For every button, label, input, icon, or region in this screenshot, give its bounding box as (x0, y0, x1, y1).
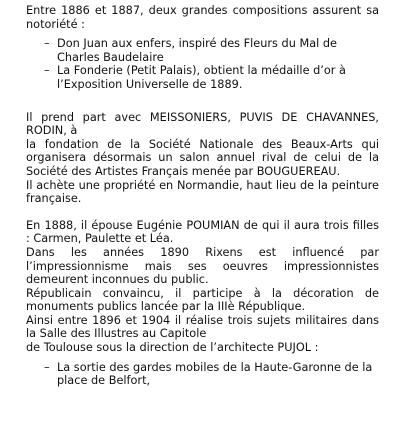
list-item (44, 37, 379, 64)
paragraph-gap (26, 206, 379, 219)
military-subjects-list (26, 361, 379, 388)
list-dash: – (44, 37, 50, 51)
list-item (44, 64, 379, 91)
paragraph-gap (26, 98, 379, 111)
list-item-text: La sortie des gardes mobiles de la Haute-Garonne de la place de Belfort, (57, 360, 373, 388)
list-item (44, 361, 379, 388)
paragraph-line: En 1888, il épouse Eugénie POUMIAN de qui il aura trois filles : Carmen, Paulette et Léa. (26, 218, 379, 246)
paragraph-line: Il prend part avec MEISSONIERS, PUVIS DE CHAVANNES, RODIN, à (26, 110, 379, 138)
works-list (26, 37, 379, 91)
intro-paragraph: Entre 1886 et 1887, deux grandes compositions assurent sa notoriété : (26, 4, 379, 31)
paragraph-line: Il achète une propriété en Normandie, haut lieu de la peinture française. (26, 178, 379, 206)
list-dash: – (44, 360, 50, 374)
list-dash: – (44, 64, 50, 78)
paragraph-line: Républicain convaincu, il participe à la décoration de monuments publics lancée par la IIIè République. (26, 286, 379, 314)
paragraph-line: la fondation de la Société Nationale des Beaux-Arts qui organisera désormais un salon annuel rival de celui de la Société des Artistes Français menée par BOUGUEREAU. (26, 137, 379, 178)
paragraph-line: de Toulouse sous la direction de l’architecte PUJOL : (26, 341, 319, 355)
list-item-text: La Fonderie (Petit Palais), obtient la médaille d’or à l’Exposition Universelle de 1889. (57, 64, 346, 91)
list-item-text: Don Juan aux enfers, inspiré des Fleurs du Mal de Charles Baudelaire (57, 37, 337, 64)
paragraph-line: Ainsi entre 1896 et 1904 il réalise trois sujets militaires dans la Salle des Illustres au Capitole (26, 313, 379, 341)
paragraph-line: Dans les années 1890 Rixens est influencé par l’impressionnisme mais ses oeuvres impressionnistes demeurent inconnues du public. (26, 245, 379, 287)
